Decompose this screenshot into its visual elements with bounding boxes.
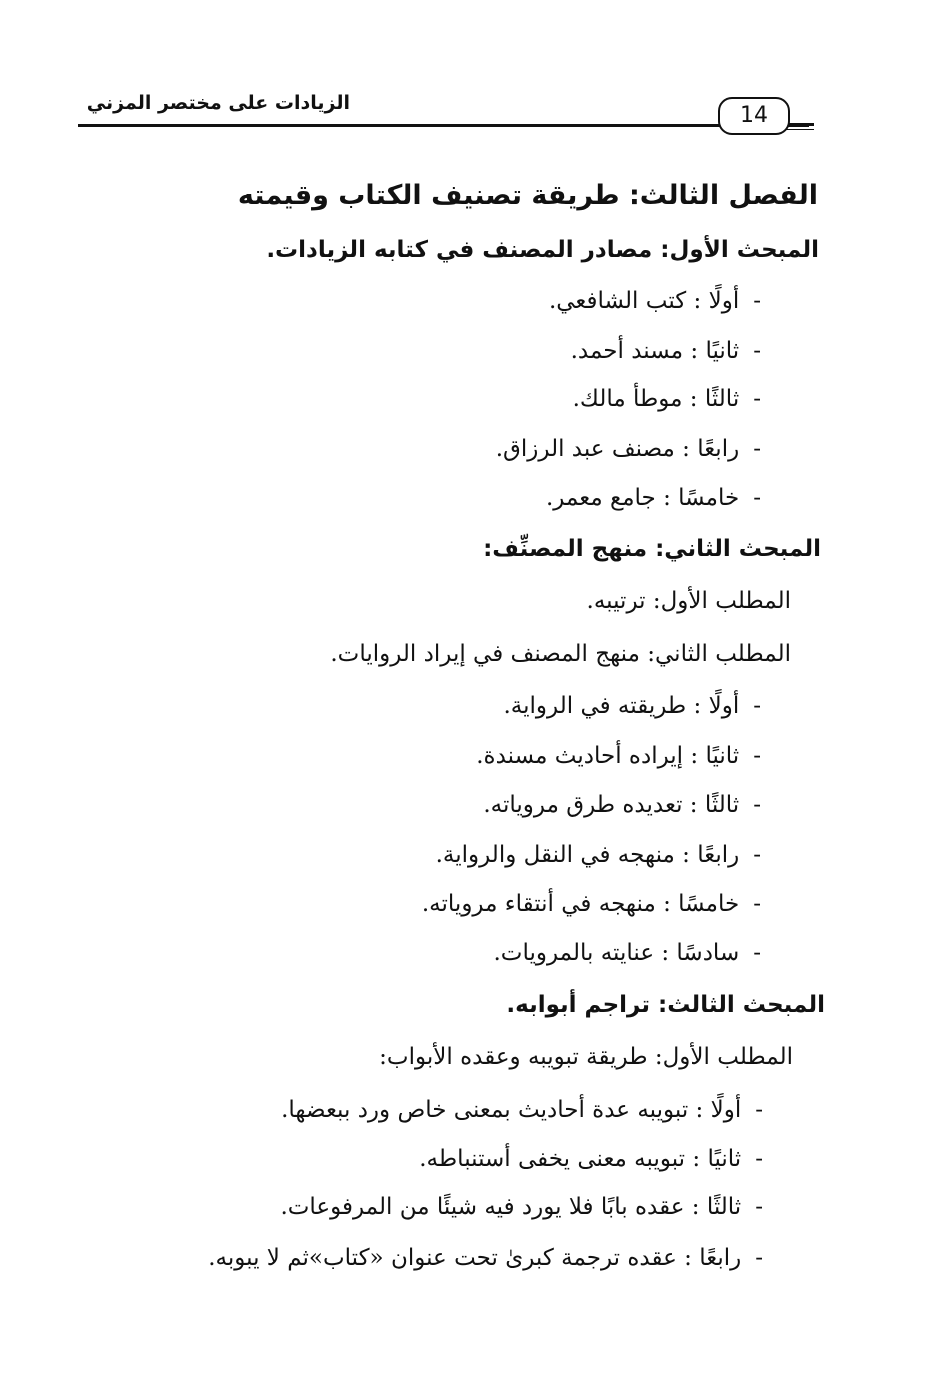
- list-item: -ثانيًا : تبويبه معنى يخفى أستنباطه.: [419, 1146, 763, 1172]
- list-item: -رابعًا : منهجه في النقل والرواية.: [435, 842, 761, 868]
- subsection-heading: المطلب الأول: طريقة تبويبه وعقده الأبواب:: [379, 1044, 793, 1070]
- section-heading: المبحث الثالث: تراجم أبوابه.: [506, 992, 825, 1018]
- header-rule: [78, 124, 809, 127]
- chapter-title: الفصل الثالث: طريقة تصنيف الكتاب وقيمته: [237, 180, 818, 211]
- list-item: -رابعًا : مصنف عبد الرزاق.: [495, 436, 761, 462]
- header-rule-tail-thin: [786, 129, 814, 130]
- list-item: -خامسًا : منهجه في أنتقاء مروياته.: [421, 891, 761, 917]
- list-item: -أولًا : تبويبه عدة أحاديث بمعنى خاص ورد ببعضها.: [281, 1097, 763, 1123]
- subsection-heading: المطلب الثاني: منهج المصنف في إيراد الروايات.: [330, 641, 791, 667]
- section-heading: المبحث الثاني: منهج المصنِّف:: [483, 536, 821, 562]
- list-item: -ثالثًا : موطأ مالك.: [572, 386, 761, 412]
- list-item: -ثانيًا : إيراده أحاديث مسندة.: [476, 743, 761, 769]
- list-item: -أولًا : كتب الشافعي.: [548, 288, 761, 314]
- running-title: الزيادات على مختصر المزني: [86, 92, 350, 114]
- list-item: -ثالثًا : عقده بابًا فلا يورد فيه شيئًا من المرفوعات.: [280, 1194, 763, 1220]
- list-item: -أولًا : طريقته في الرواية.: [503, 693, 761, 719]
- subsection-heading: المطلب الأول: ترتيبه.: [586, 588, 791, 614]
- list-item: -سادسًا : عنايته بالمرويات.: [493, 940, 761, 966]
- header-rule-tail: [786, 123, 814, 126]
- list-item: -ثالثًا : تعديده طرق مروياته.: [483, 792, 761, 818]
- section-heading: المبحث الأول: مصادر المصنف في كتابه الزيادات.: [266, 237, 819, 263]
- page-number-badge: 14: [718, 97, 790, 135]
- list-item: -ثانيًا : مسند أحمد.: [570, 338, 761, 364]
- list-item: -رابعًا : عقده ترجمة كبرىٰ تحت عنوان «كتاب»ثم لا يبوبه.: [208, 1245, 763, 1271]
- list-item: -خامسًا : جامع معمر.: [545, 485, 761, 511]
